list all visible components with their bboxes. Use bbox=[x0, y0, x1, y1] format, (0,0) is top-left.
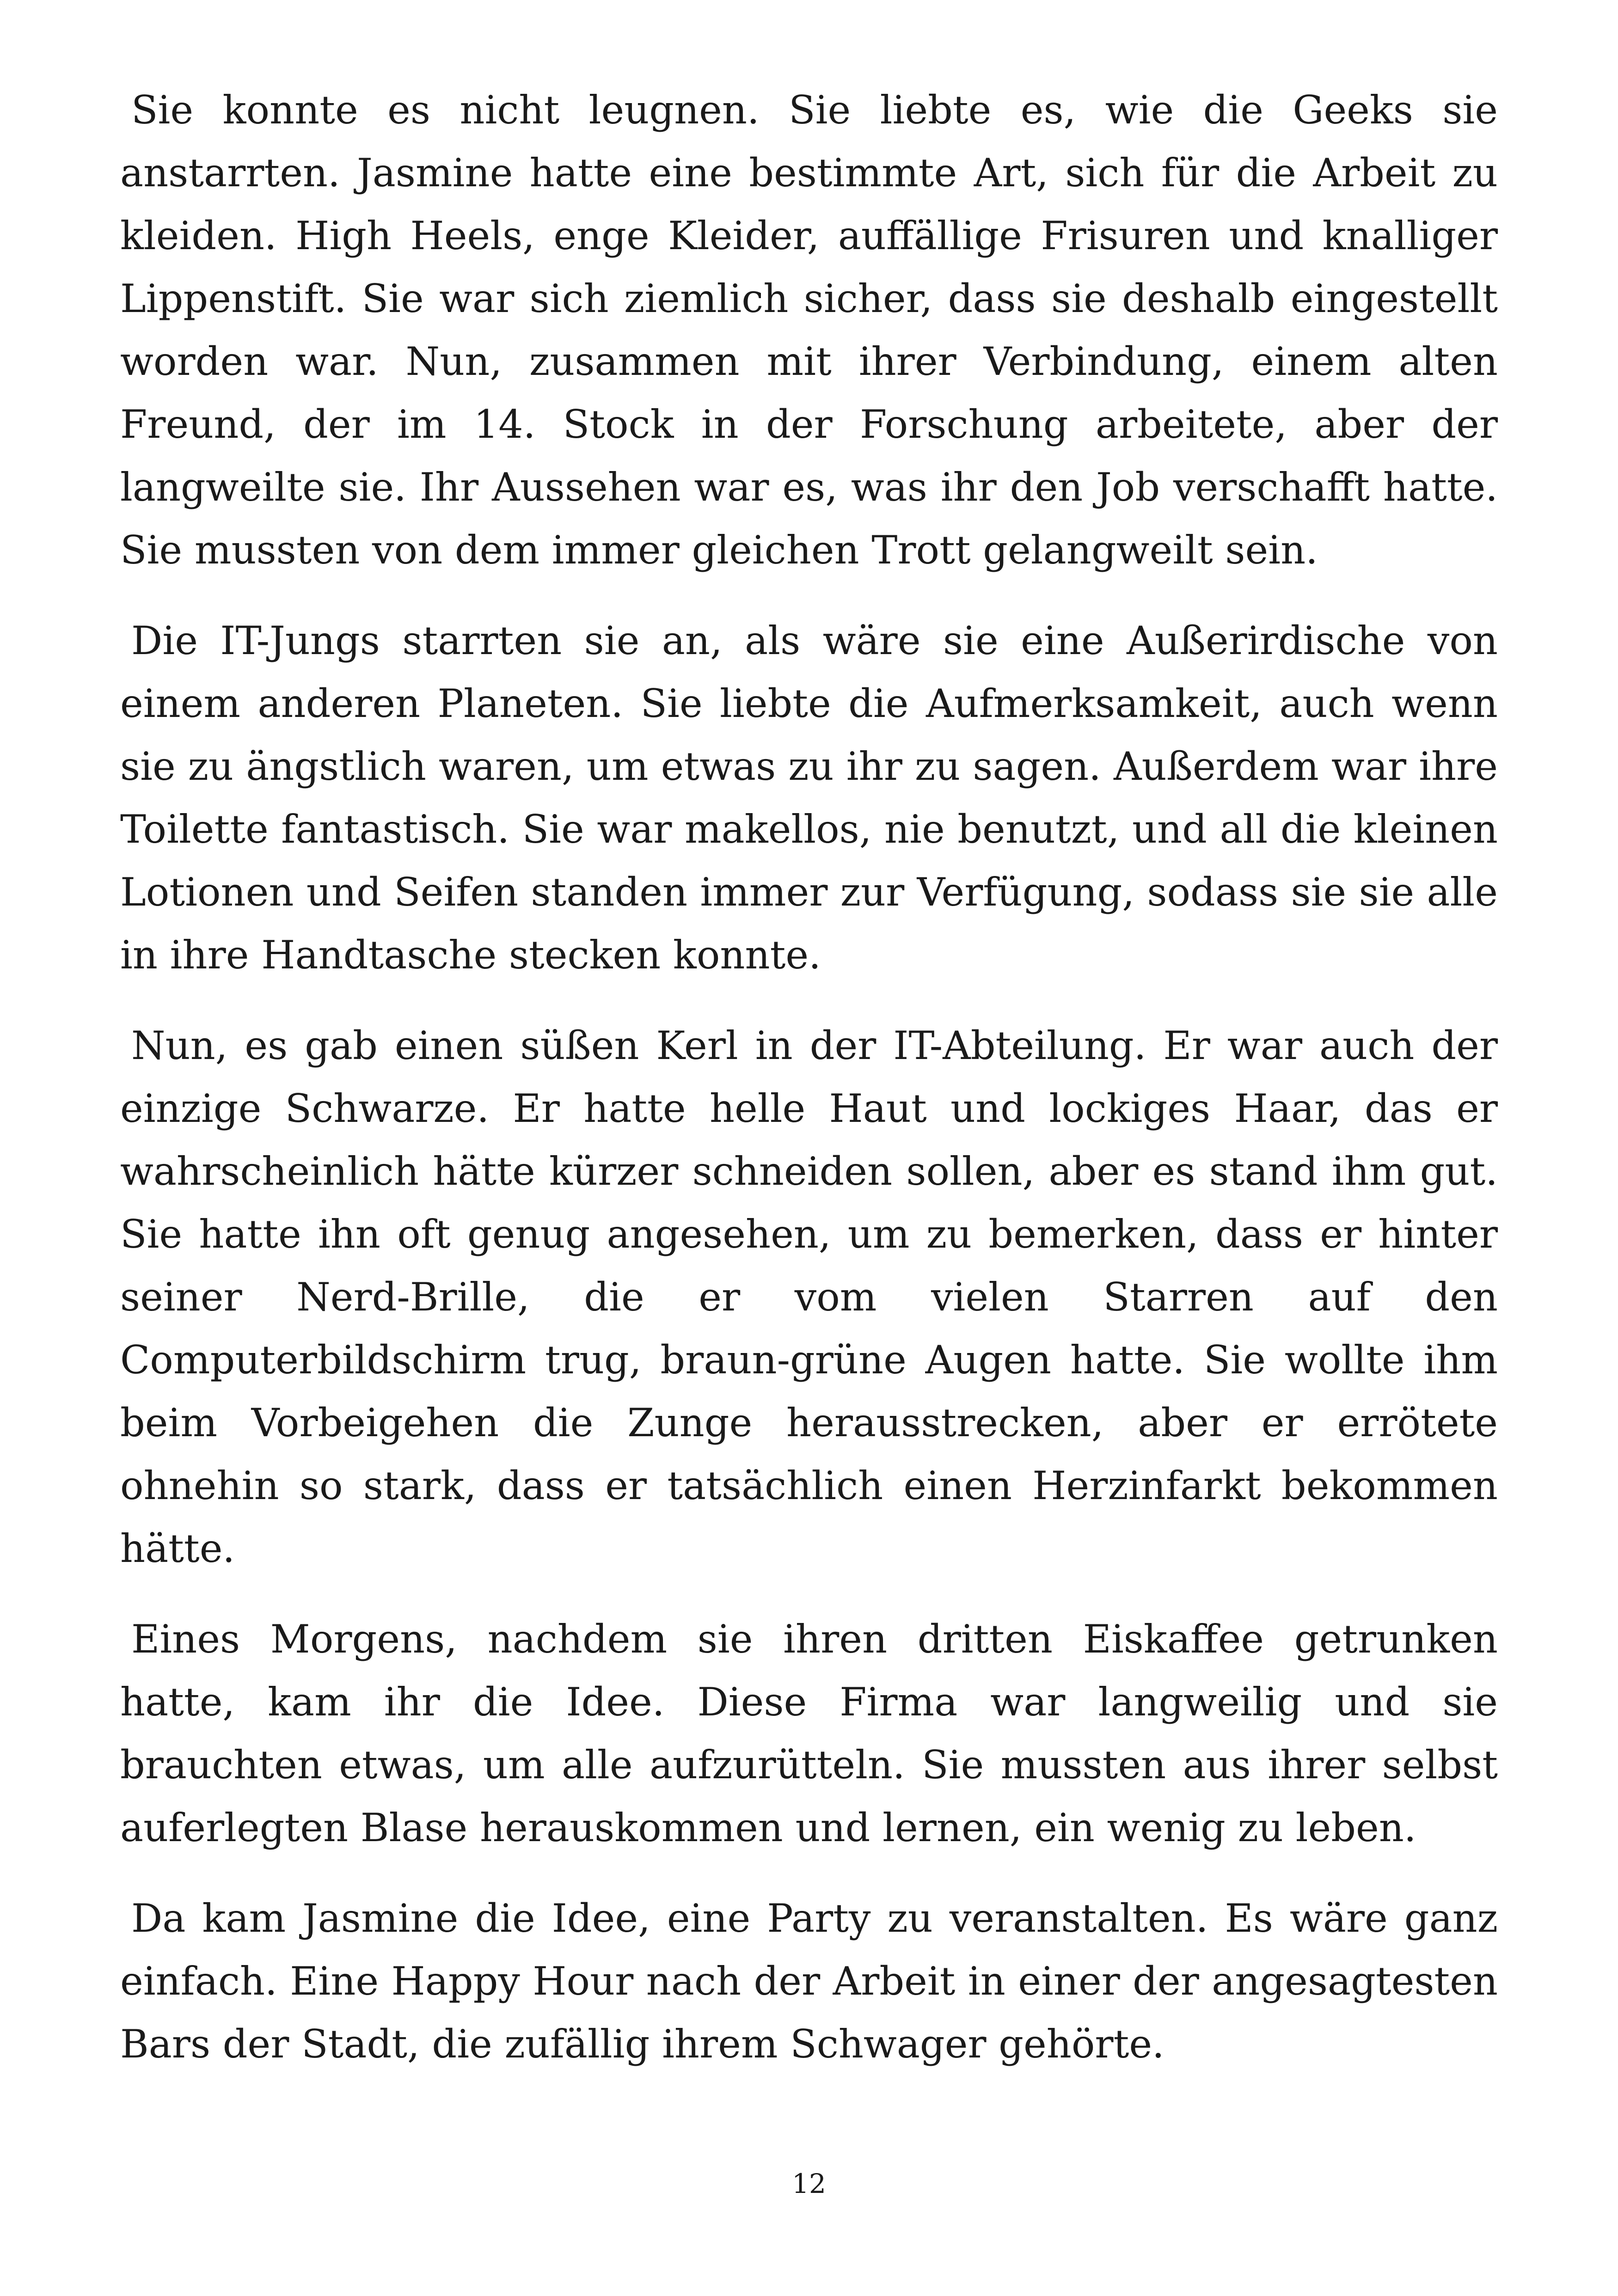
paragraph-2: Die IT-Jungs starrten sie an, als wäre sie eine Außerirdische von einem anderen Planeten. Sie liebte die Aufmerksamkeit, auch wenn sie zu ängstlich waren, um etwas zu ihr zu sagen. Außerdem war ihre Toilette fantastisch. Sie war makellos, nie benutzt, und all die kleinen Lotionen und Seifen standen immer zur Verfügung, sodass sie sie alle in ihre Handtasche stecken konnte. bbox=[120, 618, 1498, 978]
body-text bbox=[120, 79, 1498, 2103]
paragraph-3: Nun, es gab einen süßen Kerl in der IT-Abteilung. Er war auch der einzige Schwarze. Er hatte helle Haut und lockiges Haar, das er wahrscheinlich hätte kürzer schneiden sollen, aber es stand ihm gut. Sie hatte ihn oft genug angesehen, um zu bemerken, dass er hinter seiner Nerd-Brille, die er vom vielen Starren auf den Computerbildschirm trug, braun-grüne Augen hatte. Sie wollte ihm beim Vorbeigehen die Zunge herausstrecken, aber er errötete ohnehin so stark, dass er tatsächlich einen Herzinfarkt bekommen hätte. bbox=[120, 1023, 1498, 1571]
paragraph-1: Sie konnte es nicht leugnen. Sie liebte es, wie die Geeks sie anstarrten. Jasmine hatte eine bestimmte Art, sich für die Arbeit zu kleiden. High Heels, enge Kleider, auffällige Frisuren und knalliger Lippenstift. Sie war sich ziemlich sicher, dass sie deshalb eingestellt worden war. Nun, zusammen mit ihrer Verbindung, einem alten Freund, der im 14. Stock in der Forschung arbeitete, aber der langweilte sie. Ihr Aussehen war es, was ihr den Job verschafft hatte. Sie mussten von dem immer gleichen Trott gelangweilt sein. bbox=[120, 87, 1498, 573]
page-number: 12 bbox=[792, 2168, 826, 2199]
paragraph-5: Da kam Jasmine die Idee, eine Party zu veranstalten. Es wäre ganz einfach. Eine Happy Hour nach der Arbeit in einer der angesagtesten Bars der Stadt, die zufällig ihrem Schwager gehörte. bbox=[120, 1896, 1498, 2067]
paragraph-4: Eines Morgens, nachdem sie ihren dritten Eiskaffee getrunken hatte, kam ihr die Idee. Diese Firma war langweilig und sie brauchten etwas, um alle aufzurütteln. Sie mussten aus ihrer selbst auferlegten Blase herauskommen und lernen, ein wenig zu leben. bbox=[120, 1616, 1498, 1850]
